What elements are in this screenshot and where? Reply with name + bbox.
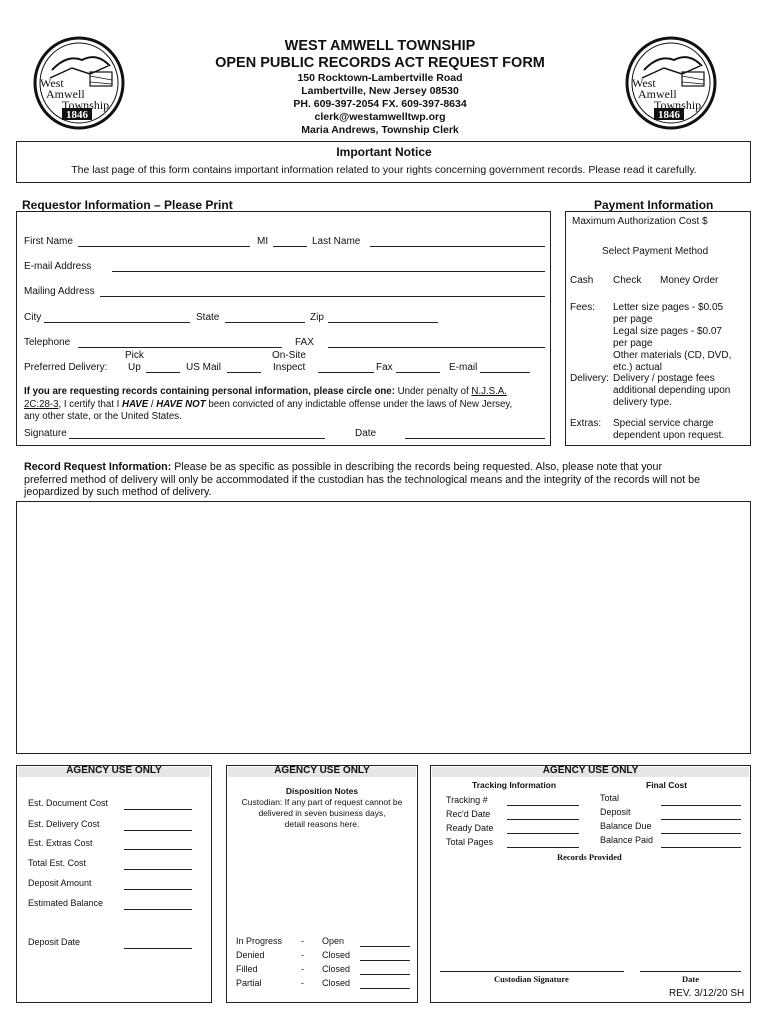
mailing-address-label: Mailing Address: [24, 286, 95, 297]
agency-heading-3: AGENCY USE ONLY: [542, 765, 639, 776]
notice-text: The last page of this form contains important information related to your rights concerning government records. Please read it carefully.: [71, 164, 697, 176]
fax-field[interactable]: [328, 347, 545, 348]
cert-slash: /: [148, 398, 157, 410]
fees-list: [613, 302, 731, 374]
status-field[interactable]: [360, 946, 410, 947]
mi-label: MI: [257, 236, 269, 247]
agency-cost-label: Est. Extras Cost: [28, 838, 93, 848]
first-name-label: First Name: [24, 236, 73, 247]
agency-heading-2: AGENCY USE ONLY: [274, 765, 370, 776]
status-dash: -: [301, 936, 304, 946]
tracking-field[interactable]: [507, 833, 579, 834]
agency-cost-label: Deposit Amount: [28, 878, 92, 888]
custodian-date-label: Date: [682, 974, 699, 984]
email-option-label: E-mail: [449, 362, 478, 373]
fee-letter: Letter size pages - $0.05: [613, 302, 724, 313]
status-label: Filled: [236, 964, 258, 974]
seal-text-year: 1846: [658, 109, 680, 121]
city-label: City: [24, 312, 42, 323]
record-request-text-3: jeopardized by such method of delivery.: [24, 486, 212, 498]
final-cost-field[interactable]: [661, 819, 741, 820]
agency-heading-1: AGENCY USE ONLY: [66, 765, 162, 776]
disposition-notes-text: [228, 797, 416, 830]
cert-colon: :: [391, 386, 395, 397]
agency-cost-field[interactable]: [124, 869, 192, 870]
status-result: Open: [322, 936, 345, 946]
agency-cost-label: Est. Delivery Cost: [28, 819, 100, 829]
status-dash: -: [301, 978, 304, 988]
usmail-label: US Mail: [186, 362, 222, 373]
status-label: In Progress: [236, 936, 283, 946]
status-dash: -: [301, 950, 304, 960]
fee-other-actual: etc.) actual: [613, 362, 662, 373]
fee-legal-unit: per page: [613, 338, 653, 349]
final-cost-title: Final Cost: [646, 780, 688, 790]
custodian-signature-label: Custodian Signature: [494, 974, 569, 984]
custodian-signature-field[interactable]: [440, 971, 624, 972]
notice-title: Important Notice: [336, 145, 432, 159]
money-order-option[interactable]: Money Order: [660, 275, 719, 286]
seal-text-amwell: Amwell: [46, 87, 85, 101]
certification-text: [24, 386, 546, 424]
cert-statute: 2C:28-3: [24, 398, 59, 410]
signature-field[interactable]: [69, 438, 325, 439]
final-cost-field[interactable]: [661, 805, 741, 806]
final-cost-label: Total: [600, 793, 620, 803]
last-name-field[interactable]: [370, 246, 545, 247]
clerk-name: Maria Andrews, Township Clerk: [301, 124, 459, 136]
fee-letter-unit: per page: [613, 314, 653, 325]
township-seal-left: [32, 36, 126, 130]
status-field[interactable]: [360, 960, 410, 961]
township-seal-right: [624, 36, 718, 130]
record-request-instructions: [24, 461, 754, 499]
email-label: E-mail Address: [24, 261, 92, 272]
cert-text-3: been convicted of any indictable offense under the laws of New Jersey,: [205, 398, 513, 410]
fax-option-label: Fax: [376, 362, 393, 373]
delivery-fee-2: additional depending upon: [613, 385, 731, 396]
agency-cost-label: Estimated Balance: [28, 898, 104, 908]
cert-havenot-option[interactable]: HAVE NOT: [156, 398, 206, 410]
custodian-date-field[interactable]: [640, 971, 741, 972]
address-line-2: Lambertville, New Jersey 08530: [301, 85, 459, 97]
form-title: OPEN PUBLIC RECORDS ACT REQUEST FORM: [215, 55, 545, 71]
tracking-label: Rec'd Date: [446, 809, 491, 819]
final-cost-field[interactable]: [661, 833, 741, 834]
status-label: Partial: [236, 978, 262, 988]
revision-label: REV. 3/12/20 SH: [669, 988, 745, 999]
fee-other: Other materials (CD, DVD,: [613, 350, 732, 361]
agency-cost-field[interactable]: [124, 948, 192, 949]
extras-text: [613, 418, 724, 442]
last-name-label: Last Name: [312, 236, 361, 247]
status-field[interactable]: [360, 974, 410, 975]
final-cost-label: Balance Due: [600, 821, 652, 831]
tracking-label: Total Pages: [446, 837, 494, 847]
state-label: State: [196, 312, 220, 323]
payment-heading: Payment Information: [594, 198, 714, 212]
pickup-label-top: Pick: [125, 350, 144, 361]
telephone-field[interactable]: [78, 347, 282, 348]
select-payment-label: Select Payment Method: [602, 246, 709, 257]
disposition-notes-2: delivered in seven business days,: [258, 808, 386, 818]
final-cost-label: Balance Paid: [600, 835, 654, 845]
mailing-address-field[interactable]: [100, 296, 545, 297]
zip-label: Zip: [310, 312, 324, 323]
extras-label: Extras:: [570, 418, 602, 429]
seal-text-township: Township: [654, 98, 702, 112]
agency-cost-field[interactable]: [124, 809, 192, 810]
requestor-heading: Requestor Information – Please Print: [22, 198, 233, 212]
check-option[interactable]: Check: [613, 275, 642, 286]
extras-2: dependent upon request.: [613, 430, 725, 441]
mi-field[interactable]: [273, 246, 307, 247]
cert-njsa: N.J.S.A.: [471, 386, 507, 397]
records-provided-label: Records Provided: [557, 852, 622, 862]
disposition-notes-title: Disposition Notes: [285, 786, 359, 796]
disposition-notes-3: detail reasons here.: [284, 819, 360, 829]
status-result: Closed: [322, 964, 351, 974]
status-result: Closed: [322, 950, 351, 960]
agency-cost-label: Est. Document Cost: [28, 798, 109, 808]
city-field[interactable]: [44, 322, 190, 323]
cert-text-2: , I certify that I: [58, 398, 122, 410]
final-cost-field[interactable]: [661, 847, 741, 848]
delivery-fee-label: Delivery:: [570, 373, 609, 384]
delivery-fee-text: [613, 373, 730, 409]
status-label: Denied: [236, 950, 265, 960]
agency-cost-field[interactable]: [124, 889, 192, 890]
form-header: [170, 38, 590, 137]
tracking-field[interactable]: [507, 819, 579, 820]
usmail-option[interactable]: [227, 372, 261, 373]
agency-cost-field[interactable]: [124, 849, 192, 850]
zip-field[interactable]: [328, 322, 438, 323]
cert-bold: If you are requesting records containing personal information, please circle one: [24, 386, 392, 397]
signature-label: Signature: [24, 428, 67, 439]
tracking-field[interactable]: [507, 805, 579, 806]
pickup-option[interactable]: [146, 372, 180, 373]
date-field[interactable]: [405, 438, 545, 439]
final-cost-label: Deposit: [600, 807, 631, 817]
agency-cost-field[interactable]: [124, 830, 192, 831]
fax-option[interactable]: [396, 372, 440, 373]
record-request-heading: Record Request Information:: [24, 461, 172, 473]
tracking-field[interactable]: [507, 847, 579, 848]
onsite-label-bottom: Inspect: [273, 362, 306, 373]
tracking-label: Ready Date: [446, 823, 494, 833]
delivery-fee-3: delivery type.: [613, 397, 672, 408]
fees-label: Fees:: [570, 302, 596, 313]
address-line-1: 150 Rocktown-Lambertville Road: [297, 72, 463, 84]
record-request-textarea[interactable]: [16, 501, 751, 754]
fee-legal: Legal size pages - $0.07: [613, 326, 722, 337]
email-field[interactable]: [112, 271, 545, 272]
onsite-label-top: On-Site: [272, 350, 306, 361]
preferred-delivery-label: Preferred Delivery:: [24, 362, 108, 373]
state-field[interactable]: [225, 322, 305, 323]
phone-fax: PH. 609-397-2054 FX. 609-397-8634: [293, 98, 467, 110]
record-request-text-2: preferred method of delivery will only be accommodated if the custodian has the technological means and the integrity of the records will not be: [24, 473, 701, 486]
seal-text-amwell: Amwell: [638, 87, 677, 101]
disposition-notes-1: Custodian: If any part of request cannot be: [241, 797, 403, 807]
status-result: Closed: [322, 978, 351, 988]
delivery-fee-1: Delivery / postage fees: [613, 373, 715, 384]
seal-text-year: 1846: [66, 109, 88, 121]
cert-have-option[interactable]: HAVE: [122, 398, 149, 410]
agency-cost-label: Deposit Date: [28, 937, 81, 947]
cert-text-1: Under penalty of: [394, 386, 472, 397]
first-name-field[interactable]: [78, 246, 250, 247]
status-dash: -: [301, 964, 304, 974]
agency-cost-label: Total Est. Cost: [28, 858, 87, 868]
agency-cost-field[interactable]: [124, 909, 192, 910]
township-title: WEST AMWELL TOWNSHIP: [284, 38, 476, 54]
onsite-option[interactable]: [318, 372, 374, 373]
pickup-label-bottom: Up: [128, 362, 141, 373]
record-request-text-1: Please be as specific as possible in describing the records being requested. Also, please note that your: [171, 461, 662, 473]
fax-label: FAX: [295, 337, 314, 348]
max-cost-label: Maximum Authorization Cost $: [572, 216, 708, 227]
status-field[interactable]: [360, 988, 410, 989]
email-option[interactable]: [480, 372, 530, 373]
tracking-label: Tracking #: [446, 795, 488, 805]
seal-text-township: Township: [62, 98, 110, 112]
seal-text-west: West: [40, 76, 64, 90]
cert-text-4: any other state, or the United States.: [24, 411, 182, 422]
extras-1: Special service charge: [613, 418, 714, 429]
telephone-label: Telephone: [24, 337, 71, 348]
tracking-info-title: Tracking Information: [472, 780, 557, 790]
cash-option[interactable]: Cash: [570, 275, 594, 286]
date-label: Date: [355, 428, 377, 439]
clerk-email: clerk@westamwelltwp.org: [314, 111, 446, 123]
seal-text-west: West: [632, 76, 656, 90]
